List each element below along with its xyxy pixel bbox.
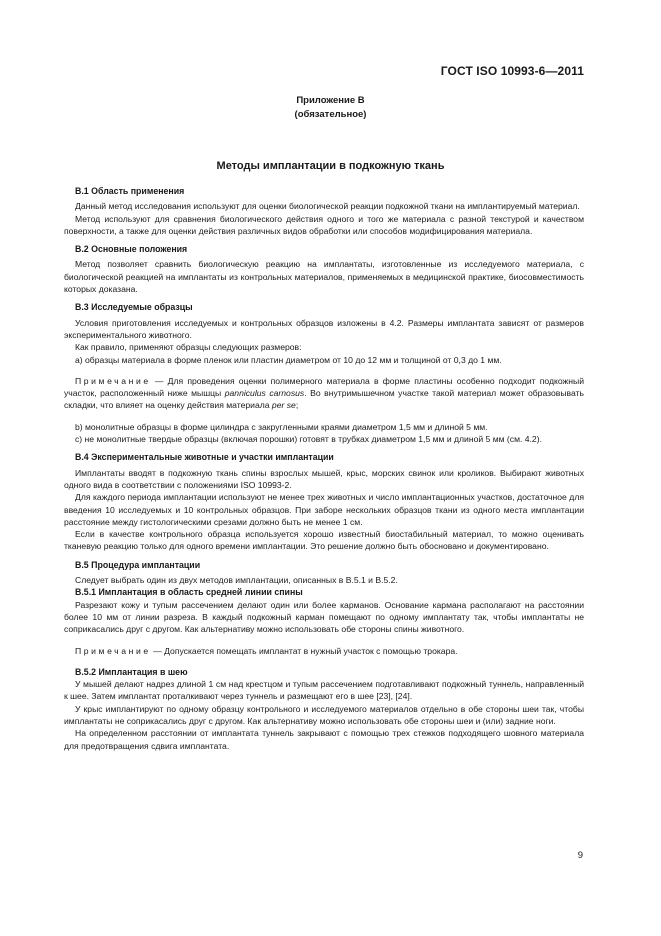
note-label: Примечание <box>75 645 151 656</box>
note-text: — Допускается помещать имплантат в нужный участок с помощью трокара. <box>150 645 458 656</box>
paragraph: Условия приготовления исследуемых и контрольных образцов изложены в 4.2. Размеры имплантата зависят от размеров экспериментального животного. <box>64 317 584 340</box>
subsection-heading-b5-2: В.5.2 Имплантация в шею <box>75 666 188 677</box>
document-body <box>64 185 584 752</box>
note <box>64 375 584 412</box>
standard-code: ГОСТ ISO 10993-6—2011 <box>440 64 584 78</box>
note-italic-term: panniculus carnosus <box>224 388 305 399</box>
section-heading-b3: В.3 Исследуемые образцы <box>75 302 193 313</box>
paragraph: Разрезают кожу и тупым рассечением делают один или более карманов. Основание кармана располагают на расстоянии более 10 мм от линии разреза. В каждый подкожный карман помещают по одному имплантату так, чтобы имплантаты не соприкасались друг с другом. Как альтернативу можно использовать обе стороны спины животного. <box>64 599 584 635</box>
paragraph: Метод используют для сравнения биологического действия одного и того же материала с разной текстурой и качеством поверхности, а также для оценки действия различных видов обработки или способов модифицирования материала. <box>64 213 584 236</box>
paragraph: Как правило, применяют образцы следующих размеров: <box>75 342 302 353</box>
paragraph: На определенном расстоянии от имплантата туннель закрывают с помощью трех стежков подходящего шовного материала для предотвращения сдвига имплантата. <box>64 728 584 751</box>
section-heading-b2: В.2 Основные положения <box>75 244 188 255</box>
subsection-heading-b5-1: В.5.1 Имплантация в область средней линии спины <box>75 587 303 598</box>
paragraph: У крыс имплантируют по одному образцу контрольного и исследуемого материалов отдельно в обе стороны шеи так, чтобы имплантаты не соприкасались друг с другом. Как альтернативу можно использовать обе стороны шеи и (или) задние ноги. <box>64 703 584 726</box>
note-text: . Во внутримышечном участке такой материал может образовывать складки, что влияет на оценку действия материала <box>64 388 584 411</box>
paragraph: Данный метод исследования используют для оценки биологической реакции подкожной ткани на имплантируемый материал. <box>75 201 580 212</box>
list-item: c) не монолитные твердые образцы (включая порошки) готовят в трубках диаметром 1,5 мм и длиной 5 мм (см. 4.2). <box>75 434 542 445</box>
note-italic-term: per se <box>271 400 296 411</box>
section-heading-b4: В.4 Экспериментальные животные и участки имплантации <box>75 452 334 463</box>
document-title: Методы имплантации в подкожную ткань <box>216 160 445 172</box>
paragraph: Если в качестве контрольного образца используется хорошо известный биостабильный материал, то можно оценивать тканевую реакцию только для одного времени имплантации. Это решение должно быть обосновано и документировано. <box>64 529 584 552</box>
note-text: ; <box>295 400 299 411</box>
paragraph: Для каждого периода имплантации используют не менее трех животных и число имплантационных участков, достаточное для введения 10 исследуемых и 10 контрольных образцов. При заборе нескольких образцов ткани из одного места имплантации расстояние между гистологическими срезами должно быть не менее 1 см. <box>64 492 584 527</box>
paragraph: У мышей делают надрез длиной 1 см над крестцом и тупым рассечением подготавливают подкожный туннель, направленный к шее. Затем имплантат проталкивают через туннель и размещают его в шее [23], [24]. <box>64 679 584 702</box>
paragraph: Метод позволяет сравнить биологическую реакцию на имплантаты, изготовленные из исследуемого материала, с биологической реакцией на имплантаты из контрольных материалов, применяемых в медицинской практике, биосовместимость которых доказана. <box>64 259 584 295</box>
note-label: Примечание <box>75 375 151 386</box>
section-heading-b1: В.1 Область применения <box>75 186 185 196</box>
paragraph: Следует выбрать один из двух методов имплантации, описанных в В.5.1 и В.5.2. <box>75 575 398 586</box>
note <box>64 645 584 657</box>
paragraph: Имплантаты вводят в подкожную ткань спины взрослых мышей, крыс, морских свинок или кроликов. Выбирают животных одного вида в соответствии с положениями ISO 10993-2. <box>64 467 584 490</box>
page-number: 9 <box>577 850 583 861</box>
list-item: b) монолитные образцы в форме цилиндра с закругленными краями диаметром 1,5 мм и длиной 5 мм. <box>75 421 488 432</box>
annex-status: (обязательное) <box>294 109 367 120</box>
annex-title: Приложение В <box>296 95 365 106</box>
note-text: — Для проведения оценки полимерного материала в форме пластины особенно подходит подкожный участок, расположенный ниже мышцы <box>64 375 584 399</box>
section-heading-b5: В.5 Процедура имплантации <box>75 559 201 570</box>
list-item: а) образцы материала в форме пленок или пластин диаметром от 10 до 12 мм и толщиной от 0,3 до 1 мм. <box>75 354 502 365</box>
